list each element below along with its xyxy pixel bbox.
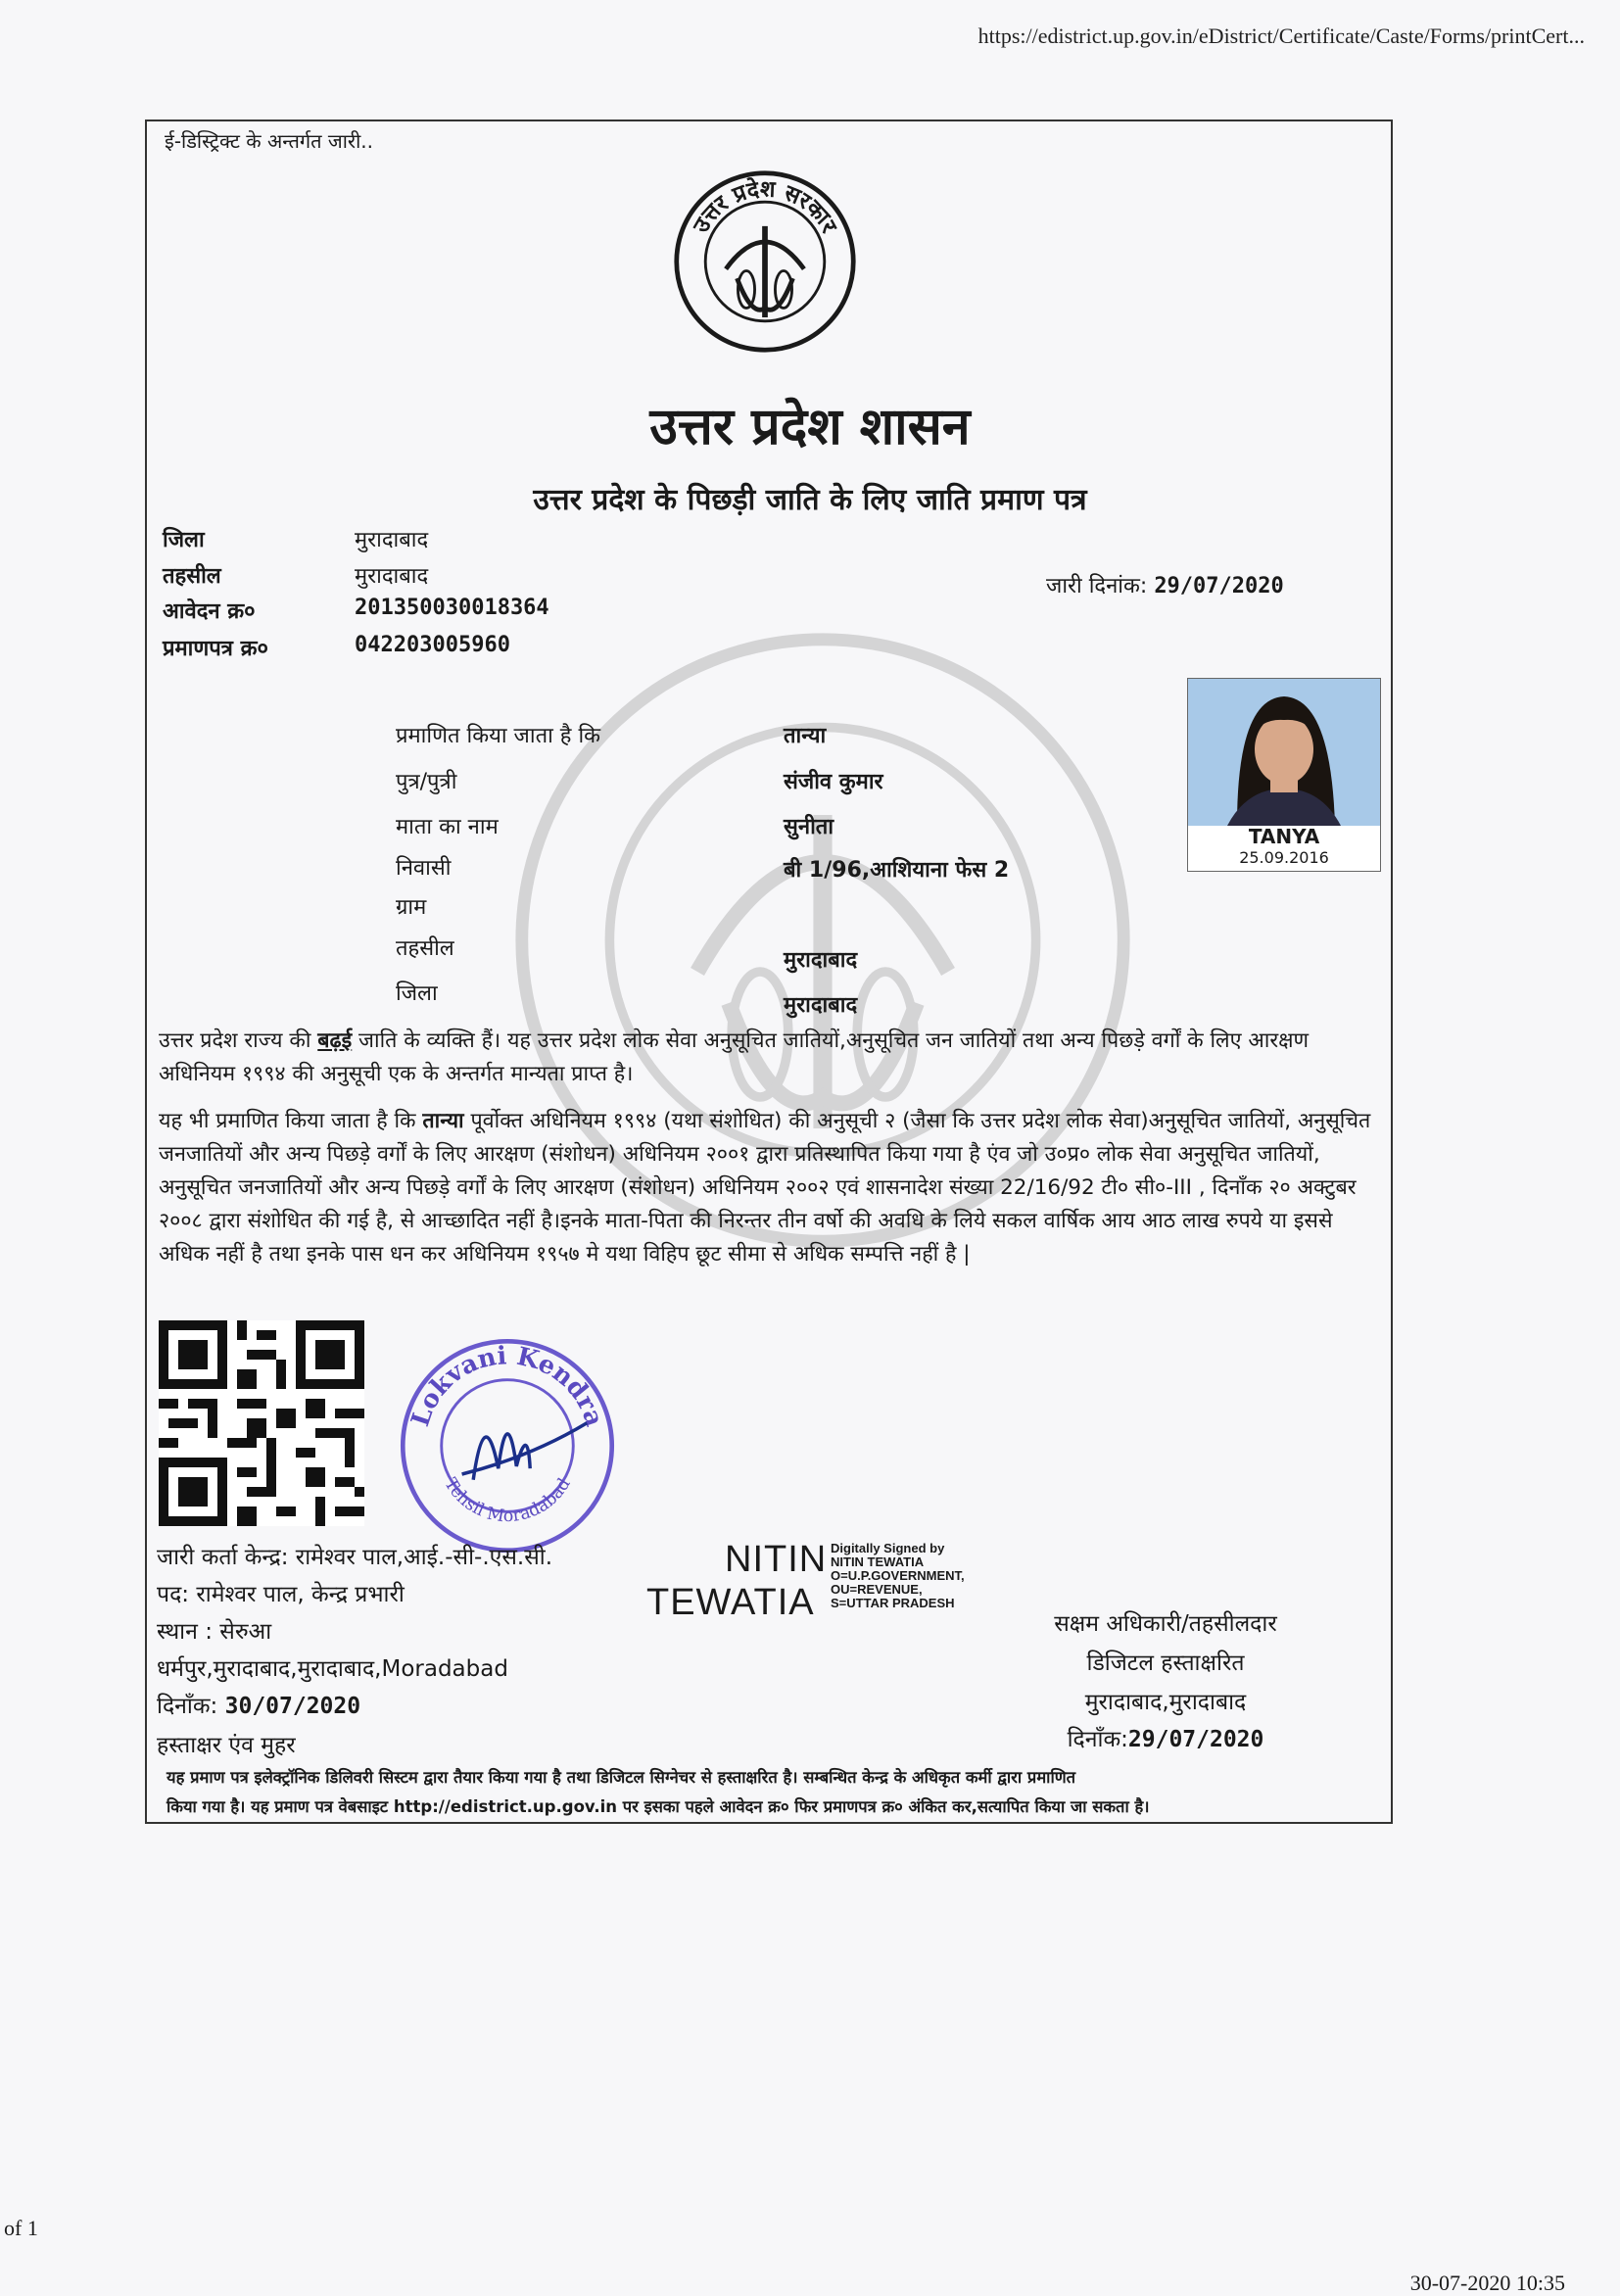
field-label-resident: निवासी [396,856,452,881]
issue-date-label: जारी दिनांक: [1046,574,1148,598]
certificate-title: उत्तर प्रदेश के पिछड़ी जाति के लिए जाति प्रमाण पत्र [533,483,1087,517]
meta-label-district: जिला [163,528,205,552]
photo-caption-date: 25.09.2016 [1239,848,1329,867]
dsig-detail-0: Digitally Signed by [831,1541,945,1555]
officer-place: मुरादाबाद,मुरादाबाद [1084,1690,1247,1715]
meta-label-certificate-no: प्रमाणपत्र क्र० [163,637,268,661]
para2-before: यह भी प्रमाणित किया जाता है कि [159,1109,423,1133]
issue-date [1046,570,1284,599]
field-value-father: संजीव कुमार [784,770,883,794]
government-title: उत्तर प्रदेश शासन [649,397,971,456]
field-value-district: मुरादाबाद [784,993,858,1018]
meta-value-district: मुरादाबाद [355,528,429,552]
svg-text:Lokvani Kendra [405,1341,609,1430]
field-label-son-daughter: पुत्र/पुत्री [396,770,457,794]
dsig-detail-4: S=UTTAR PRADESH [831,1596,955,1610]
officer-date-value: 29/07/2020 [1127,1727,1264,1752]
photo-caption [1188,826,1380,871]
issuer-location: स्थान : सेरुआ [157,1619,272,1645]
para1-after: जाति के व्यक्ति हैं। यह उत्तर प्रदेश लोक सेवा अनुसूचित जातियों,अनुसूचित जन जातियों तथा अन्य पिछड़े वर्गों के लिए आरक्षण अधिनियम १९९४ की अनुसूची एक के अन्तर्गत मान्यता प्राप्त है। [159,1028,1310,1086]
certificate-paragraph-1 [159,1025,1383,1091]
photo-caption-name: TANYA [1248,825,1320,848]
field-value-tehsil: मुरादाबाद [784,948,858,973]
caste-name: बढ़ई [317,1028,353,1053]
qr-code-icon [157,1320,366,1526]
meta-value-application-no: 201350030018364 [355,596,549,620]
meta-label-application-no: आवेदन क्र० [163,599,256,624]
issuer-date [157,1689,360,1720]
footnote-line-2: किया गया है। यह प्रमाण पत्र वेबसाइट http://edistrict.up.gov.in पर इसका पहले आवेदन क्र० फिर प्रमाणपत्र क्र० अंकित कर,सत्यापित किया जा सकता है। [167,1797,1150,1816]
meta-value-certificate-no: 042203005960 [355,633,510,657]
field-label-tehsil: तहसील [396,936,454,961]
digital-signature [639,1538,1011,1646]
dsig-detail-2: O=U.P.GOVERNMENT, [831,1568,965,1583]
field-value-mother: सुनीता [784,815,834,839]
issuer-designation: पद: रामेश्वर पाल, केन्द्र प्रभारी [157,1582,405,1607]
meta-label-tehsil: तहसील [163,564,221,589]
issuer-sign-label: हस्ताक्षर एंव मुहर [157,1733,296,1758]
dsig-name-line1: NITIN [725,1539,828,1580]
page-url: https://edistrict.up.gov.in/eDistrict/Certificate/Caste/Forms/printCert... [977,24,1585,48]
field-value-address: बी 1/96,आशियाना फेस 2 [784,858,1010,883]
dsig-details [831,1542,965,1610]
applicant-photo [1187,678,1381,872]
footnote-line-1: यह प्रमाण पत्र इलेक्ट्रॉनिक डिलिवरी सिस्टम द्वारा तैयार किया गया है तथा डिजिटल सिग्नेचर से हस्ताक्षरित है। सम्बन्धित केन्द्र के अधिकृत कर्मी द्वारा प्रमाणित [167,1768,1076,1787]
print-timestamp: 30-07-2020 10:35 [1409,2271,1565,2295]
para2-after: पूर्वोक्त अधिनियम १९९४ (यथा संशोधित) की अनुसूची २ (जैसा कि उत्तर प्रदेश लोक सेवा)अनुसूचित जातियों, अनुसूचित जनजातियों और अन्य पिछड़े वर्गों के लिए आरक्षण (संशोधन) अधिनियम २००१ द्वारा प्रतिस्थापित किया गया है एंव जो उ०प्र० लोक सेवा अनुसूचित जातियों, अनुसूचित जनजातियों और अन्य पिछड़े वर्गों के लिए आरक्षण (संशोधन) अधिनियम २००२ एवं शासनादेश संख्या 22/16/92 टी० सी०-III , दिनाँक २० अक्टुबर २००८ द्वारा संशोधित की गई है, से आच्छादित नहीं है।इनके माता-पिता की निरन्तर तीन वर्षो की अवधि के लिये सकल वार्षिक आय आठ लाख रुपये या इससे अधिक नहीं है तथा इनके पास धन कर अधिनियम १९५७ मे यथा विहिप छूट सीमा से अधिक सम्पत्ति नहीं है | [159,1109,1371,1267]
emblem-text: उत्तर प्रदेश सरकार [688,176,842,238]
para2-applicant-name: तान्या [422,1109,464,1133]
officer-sign-type: डिजिटल हस्ताक्षरित [1086,1650,1245,1676]
field-label-mother: माता का नाम [396,815,499,839]
field-label-certified: प्रमाणित किया जाता है कि [396,724,601,748]
portrait-icon [1188,679,1380,826]
dsig-detail-3: OU=REVENUE, [831,1582,923,1597]
meta-value-tehsil: मुरादाबाद [355,564,429,589]
para1-before: उत्तर प्रदेश राज्य की [159,1028,318,1053]
issuer-center: जारी कर्ता केन्द्र: रामेश्वर पाल,आई.-सी-.एस.सी. [157,1545,553,1570]
issuer-date-label: दिनाँक: [157,1694,218,1719]
field-label-district: जिला [396,981,438,1006]
dsig-detail-1: NITIN TEWATIA [831,1555,925,1569]
field-value-name: तान्या [784,724,827,748]
officer-date [1019,1722,1312,1753]
page-count: of 1 [4,2216,38,2240]
stamp-text-bottom: Tehsil Moradabad [440,1474,575,1527]
svg-text:Tehsil Moradabad [440,1475,574,1527]
issuer-address: धर्मपुर,मुरादाबाद,मुरादाबाद,Moradabad [157,1656,508,1682]
issued-under-text: ई-डिस्ट्रिक्ट के अन्तर्गत जारी.. [165,129,373,153]
issuer-date-value: 30/07/2020 [224,1694,361,1719]
field-label-village: ग्राम [396,895,427,920]
up-government-emblem-icon [672,168,858,355]
lokvani-kendra-stamp-icon [394,1332,621,1559]
stamp-text-top: Lokvani Kendra [405,1341,609,1430]
officer-title: सक्षम अधिकारी/तहसीलदार [1054,1611,1277,1637]
officer-date-label: दिनाँक: [1067,1727,1128,1752]
dsig-name-line2: TEWATIA [646,1582,815,1623]
certificate-paragraph-2 [159,1105,1383,1271]
issue-date-value: 29/07/2020 [1154,574,1284,598]
